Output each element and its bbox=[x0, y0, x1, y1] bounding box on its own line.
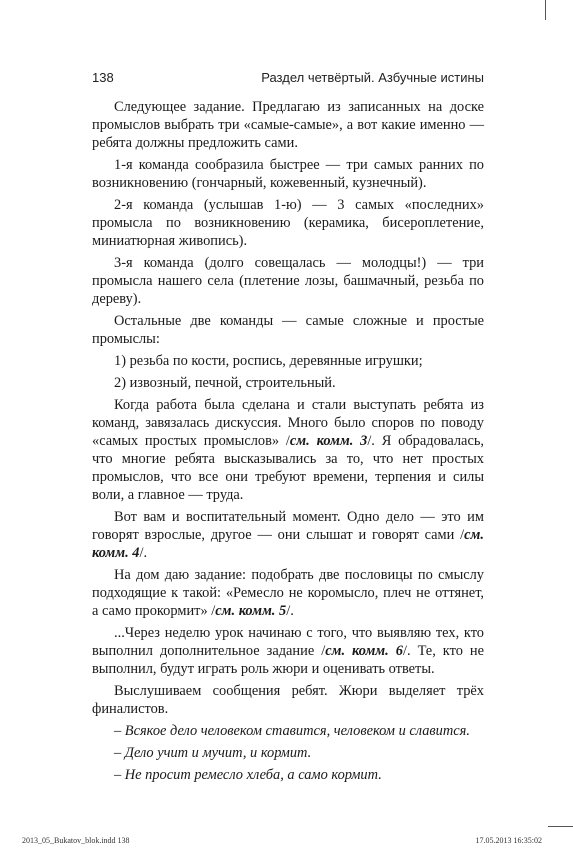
paragraph-educational bbox=[92, 508, 484, 562]
text-segment: /. bbox=[139, 545, 148, 561]
crop-mark-top bbox=[545, 0, 546, 20]
comment-ref-3: см. комм. 3 bbox=[289, 433, 368, 449]
paragraph-homework bbox=[92, 566, 484, 620]
paragraph-next-week bbox=[92, 624, 484, 678]
paragraph-team-1: 1-я команда сообразила быстрее — три самых ранних по возникновению (гончарный, кожевенный, кузнечный). bbox=[92, 157, 484, 191]
paragraph-other-teams: Остальные две команды — самые сложные и простые промыслы: bbox=[92, 313, 484, 347]
paragraph-team-3: 3-я команда (долго совещалась — молодцы!) — три промысла нашего села (плетение лозы, башмачный, резьба по дереву). bbox=[92, 255, 484, 307]
proverb-1: – Всякое дело человеком ставится, человеком и славится. bbox=[114, 723, 470, 739]
text-segment: Вот вам и воспитательный момент. Одно дело — это им говорят взрослые, другое — они слышат и говорят сами / bbox=[92, 509, 484, 543]
list-item-2: 2) извозный, печной, строительный. bbox=[114, 375, 336, 391]
paragraph-task: Следующее задание. Предлагаю из записанных на доске промыслов выбрать три «самые-самые», а вот какие именно — ребята должны предложить сами. bbox=[92, 99, 484, 151]
comment-ref-6: см. комм. 6 bbox=[325, 643, 403, 659]
paragraph-finalists: Выслушиваем сообщения ребят. Жюри выделяет трёх финалистов. bbox=[92, 683, 484, 717]
text-segment: ...Через неделю урок начинаю с того, что выявляю тех, кто выполнил дополнительное задание / bbox=[92, 625, 484, 659]
comment-ref-4: см. комм. 4 bbox=[92, 527, 484, 561]
section-title: Раздел четвёртый. Азбучные истины bbox=[261, 70, 484, 85]
text-segment: /. Те, кто не выполнил, будут играть роль жюри и оценивать ответы. bbox=[92, 643, 484, 677]
comment-ref-5: см. комм. 5 bbox=[215, 603, 287, 619]
text-segment: Когда работа была сделана и стали выступать ребята из команд, завязалась дискуссия. Много было споров по поводу «самых простых промыслов» / bbox=[92, 397, 484, 449]
text-segment: /. bbox=[286, 603, 294, 619]
page-body bbox=[92, 98, 484, 788]
crop-mark-bottom bbox=[548, 826, 573, 827]
print-file-name: 2013_05_Bukatov_blok.indd 138 bbox=[22, 836, 130, 845]
text-segment: /. Я обрадовалась, что многие ребята высказывались за то, что нет простых промыслов, что все они требуют времени, терпения и силы воли, а главное — труда. bbox=[92, 433, 484, 503]
proverb-3: – Не просит ремесло хлеба, а само кормит. bbox=[114, 767, 382, 783]
text-segment: На дом даю задание: подобрать две пословицы по смыслу подходящие к такой: «Ремесло не коромысло, плеч не оттянет, а само прокормит» / bbox=[92, 567, 484, 619]
paragraph-team-2: 2-я команда (услышав 1-ю) — 3 самых «последних» промысла по возникновению (керамика, бисероплетение, миниатюрная живопись). bbox=[92, 197, 484, 249]
proverb-2: – Дело учит и мучит, и кормит. bbox=[114, 745, 312, 761]
list-item-1: 1) резьба по кости, роспись, деревянные игрушки; bbox=[114, 353, 423, 369]
paragraph-discussion bbox=[92, 396, 484, 504]
page-number: 138 bbox=[92, 70, 114, 85]
print-timestamp: 17.05.2013 16:35:02 bbox=[475, 836, 542, 845]
